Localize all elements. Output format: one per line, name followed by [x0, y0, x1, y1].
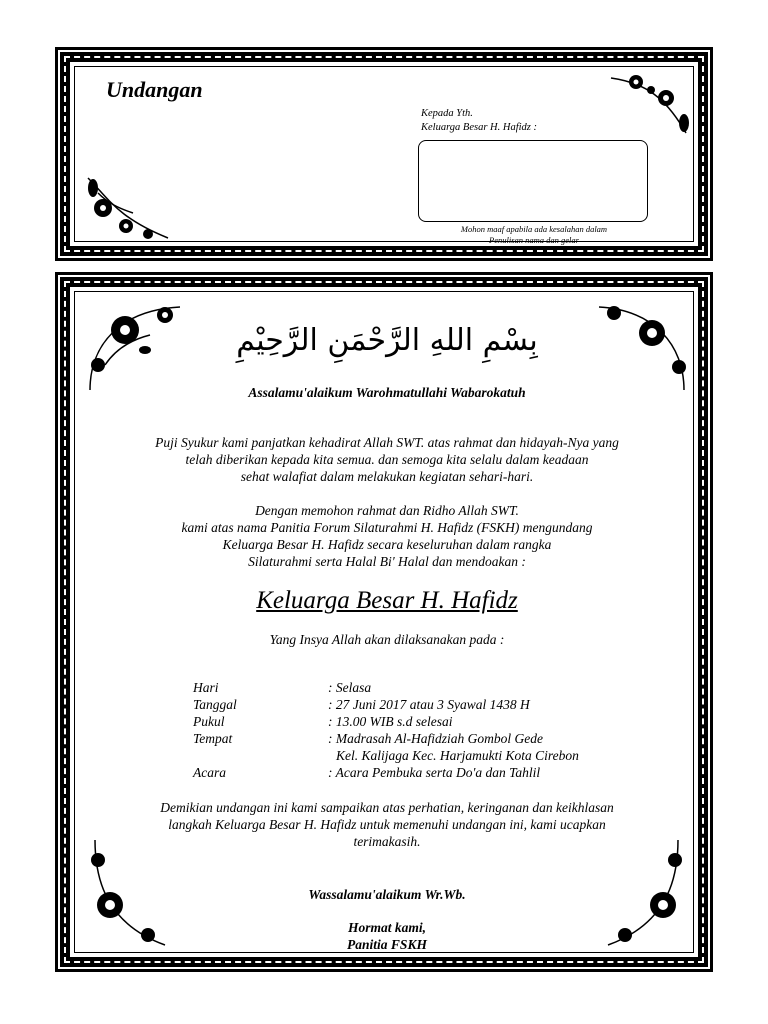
envelope-inner-border: [74, 66, 694, 242]
letter-inner-border: [74, 291, 694, 953]
floral-ornament-top-left-icon: [80, 295, 190, 400]
detail-label-hari: Hari: [193, 680, 219, 695]
signature-line1: Hormat kami,: [347, 920, 426, 935]
closing-salam: Wassalamu'alaikum Wr.Wb.: [308, 887, 466, 902]
closing-line2: langkah Keluarga Besar H. Hafidz untuk memenuhi undangan ini, kami ucapkan: [168, 817, 606, 832]
addressee-family: Keluarga Besar H. Hafidz :: [421, 122, 537, 133]
floral-ornament-bottom-right-icon: [603, 835, 693, 953]
addressee-label: Kepada Yth.: [421, 108, 473, 119]
para1-line3: sehat walafiat dalam melakukan kegiatan sehari-hari.: [240, 469, 534, 484]
opening-greeting: Assalamu'alaikum Warohmatullahi Wabarokatuh: [248, 385, 526, 400]
apology-note-line2: Penulisan nama dan gelar: [489, 235, 579, 245]
detail-value-pukul: : 13.00 WIB s.d selesai: [328, 714, 453, 729]
detail-value-acara: : Acara Pembuka serta Do'a dan Tahlil: [328, 765, 541, 780]
para2-line3: Keluarga Besar H. Hafidz secara keseluruhan dalam rangka: [222, 537, 552, 552]
addressee-name-box: [418, 140, 648, 222]
para1-line2: telah diberikan kepada kita semua. dan semoga kita selalu dalam keadaan: [185, 452, 589, 467]
signature-line2: Panitia FSKH: [347, 937, 427, 952]
detail-label-acara: Acara: [193, 765, 226, 780]
detail-value-tempat-cont: Kel. Kalijaga Kec. Harjamukti Kota Cirebon: [336, 748, 579, 763]
para2-line4: Silaturahmi serta Halal Bi' Halal dan mendoakan :: [248, 554, 526, 569]
detail-label-tanggal: Tanggal: [193, 697, 237, 712]
detail-value-tanggal: : 27 Juni 2017 atau 3 Syawal 1438 H: [328, 697, 530, 712]
floral-ornament-top-right-icon: [594, 295, 694, 395]
floral-ornament-top-right-icon: [606, 68, 696, 138]
bismillah-calligraphy: بِسْمِ اللهِ الرَّحْمَنِ الرَّحِيْمِ: [236, 323, 538, 358]
para2-line2: kami atas nama Panitia Forum Silaturahmi H. Hafidz (FSKH) mengundang: [181, 520, 593, 535]
invitation-letter-card: [55, 272, 713, 972]
detail-label-pukul: Pukul: [193, 714, 225, 729]
event-intro: Yang Insya Allah akan dilaksanakan pada :: [269, 632, 505, 647]
floral-ornament-bottom-left-icon: [78, 168, 178, 248]
detail-value-hari: : Selasa: [328, 680, 372, 695]
para1-line1: Puji Syukur kami panjatkan kehadirat Allah SWT. atas rahmat dan hidayah-Nya yang: [155, 435, 619, 450]
floral-ornament-bottom-left-icon: [80, 835, 170, 953]
envelope-card: [55, 47, 713, 261]
detail-value-tempat: : Madrasah Al-Hafidziah Gombol Gede: [328, 731, 543, 746]
envelope-title: Undangan: [106, 77, 203, 102]
detail-label-tempat: Tempat: [193, 731, 233, 746]
honoree-name: Keluarga Besar H. Hafidz: [256, 587, 518, 614]
closing-line1: Demikian undangan ini kami sampaikan atas perhatian, keringanan dan keikhlasan: [160, 800, 614, 815]
apology-note-line1: Mohon maaf apabila ada kesalahan dalam: [460, 224, 608, 234]
closing-line3: terimakasih.: [353, 834, 421, 849]
para2-line1: Dengan memohon rahmat dan Ridho Allah SWT.: [255, 503, 519, 518]
